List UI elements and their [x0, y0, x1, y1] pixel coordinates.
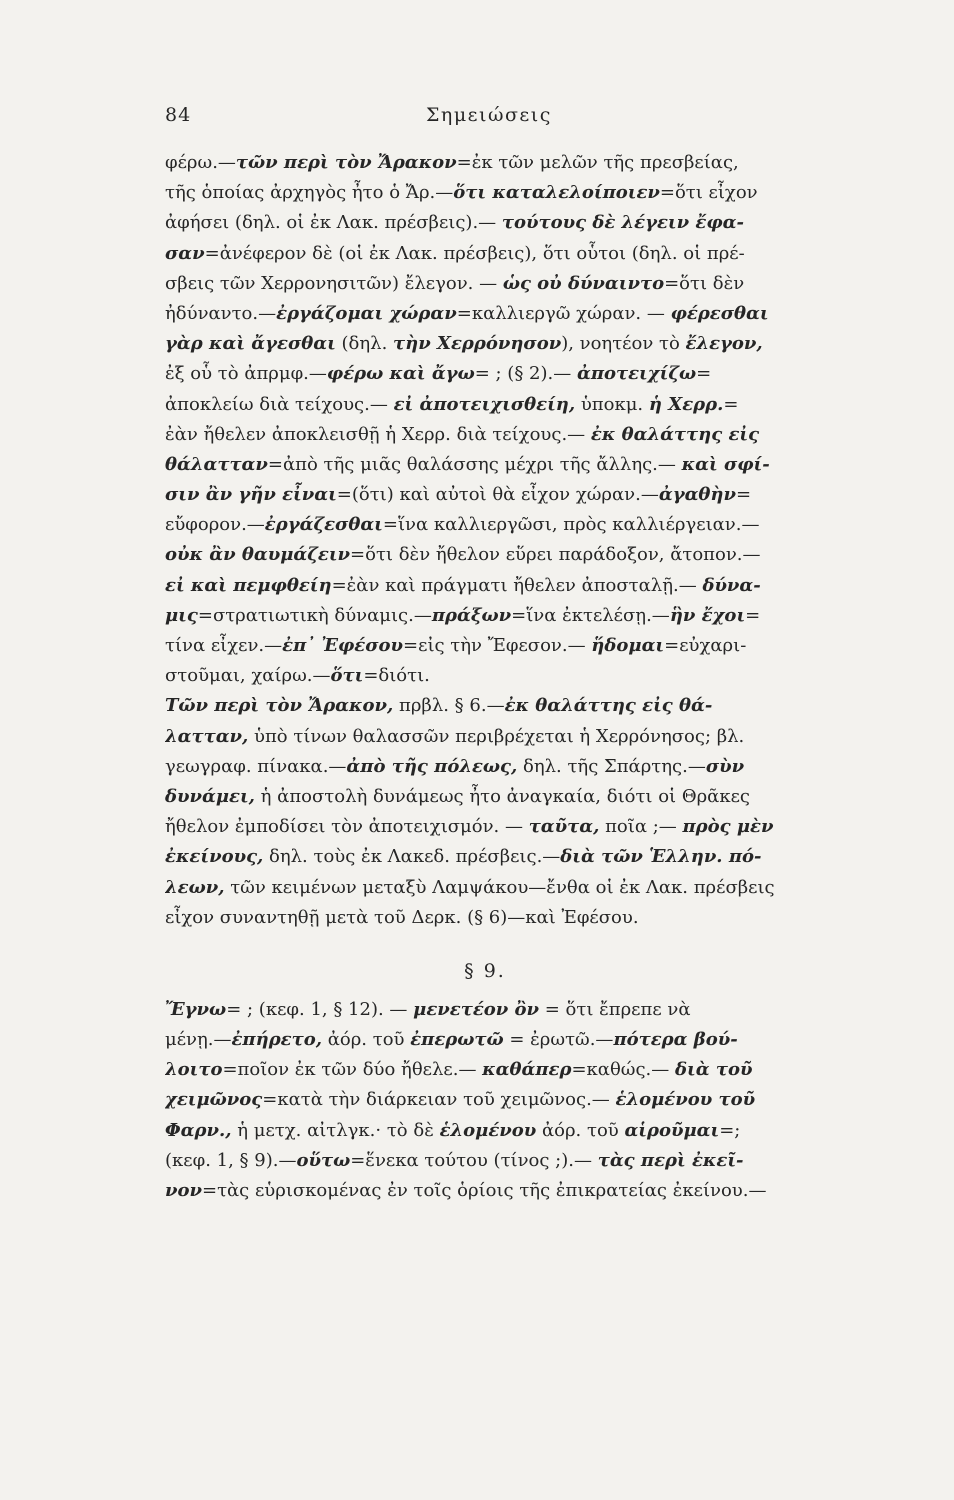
text-line [165, 1176, 805, 1206]
gloss: =καθώς.— [571, 1059, 675, 1081]
gloss: =ἐκ τῶν μελῶν τῆς πρεσβείας, [456, 152, 739, 173]
text-line [165, 1085, 805, 1115]
gloss: δηλ. τῆς Σπάρτης.— [517, 755, 706, 777]
gloss: ὑπὸ τίνων θαλασσῶν περιβρέχεται ἡ Χερρόνησος; βλ. [248, 725, 745, 747]
lemma: ταῦτα, [528, 816, 600, 838]
lemma: σὺν [705, 755, 745, 777]
page-number: 84 [165, 104, 192, 126]
lemma: ἣν ἔχοι [669, 604, 746, 626]
gloss: σβεις τῶν Χερρονησιτῶν) ἔλεγον. — [165, 272, 503, 294]
gloss: ἠδύναντο.— [165, 302, 277, 324]
gloss: τῶν κειμένων μεταξὺ Λαμψάκου—ἔνθα οἱ ἐκ Λακ. πρέσβεις [224, 876, 775, 898]
lemma: τὴν Χερρόνησον [393, 333, 562, 355]
gloss: =ἕνεκα τούτου (τίνος ;).— [350, 1149, 598, 1171]
lemma: ἀποτειχίζω [576, 363, 697, 385]
lemma: δυνάμει, [165, 785, 255, 807]
paragraph-1 [165, 148, 805, 691]
gloss: = [745, 604, 761, 626]
text-line [165, 812, 805, 842]
lemma: ἐπ᾽ Ἐφέσου [282, 635, 404, 656]
text-line [165, 995, 805, 1025]
gloss: =ποῖον ἐκ τῶν δύο ἤθελε.— [222, 1059, 483, 1081]
gloss: γεωγραφ. πίνακα.— [165, 755, 347, 777]
gloss: =εἰς τὴν Ἔφεσον.— [403, 635, 592, 656]
text-line [165, 1116, 805, 1146]
gloss: = [736, 484, 752, 506]
gloss: στοῦμαι, χαίρω.— [165, 665, 331, 687]
text-line [165, 661, 805, 691]
text-line [165, 782, 805, 812]
lemma: ὅτι καταλελοίποιεν [453, 182, 660, 204]
lemma: ἐκ θαλάττης εἰς θά- [504, 695, 713, 717]
lemma: χειμῶνος [165, 1089, 263, 1111]
gloss: = [696, 363, 712, 385]
lemma: λεων, [165, 876, 225, 898]
lemma: φέρεσθαι [670, 302, 769, 324]
gloss: ἐὰν ἤθελεν ἀποκλεισθῇ ἡ Χερρ. διὰ τείχους.— [165, 423, 591, 445]
text-line [165, 510, 805, 540]
gloss: =τὰς εὑρισκομένας ἐν τοῖς ὁρίοις τῆς ἐπικρατείας ἐκείνου.— [201, 1180, 767, 1201]
gloss: =εὐχαρι- [664, 635, 747, 656]
gloss: (δηλ. [335, 333, 394, 355]
gloss: =ὅτι δὲν ἤθελον εὕρει παράδοξον, ἄτοπον.— [350, 544, 761, 566]
page-header [0, 104, 954, 136]
lemma: Ἔγνω [165, 998, 227, 1020]
lemma: ἡ Χερρ. [648, 393, 724, 415]
gloss: ἀόρ. τοῦ [536, 1119, 625, 1141]
text-line [165, 631, 805, 661]
lemma: ὅτι [330, 665, 364, 687]
text-line [165, 480, 805, 510]
lemma: αἱροῦμαι [624, 1119, 720, 1141]
lemma: Τῶν περὶ τὸν Ἄρακον, [165, 695, 394, 717]
paragraph-3 [165, 995, 805, 1206]
lemma: μις [165, 604, 198, 626]
lemma: καθάπερ [482, 1059, 572, 1081]
gloss: =(ὅτι) καὶ αὐτοὶ θὰ εἶχον χώραν.— [336, 484, 659, 506]
gloss: ἡ ἀποστολὴ δυνάμεως ἦτο ἀναγκαία, διότι οἱ Θρᾶκες [254, 785, 750, 807]
gloss: ἐξ οὗ τὸ ἀπρμφ.— [165, 363, 327, 385]
lemma: ἐκ θαλάττης εἰς [590, 423, 760, 445]
text-line [165, 178, 805, 208]
gloss: =ἵνα καλλιεργῶσι, πρὸς καλλιέργειαν.— [382, 514, 760, 536]
gloss: ἡ μετχ. αἰτλγκ.· τὸ δὲ [231, 1119, 440, 1141]
gloss: =ἵνα ἐκτελέσῃ.— [511, 604, 670, 626]
lemma: διὰ τοῦ [675, 1059, 753, 1081]
lemma: ὡς οὐ δύναιντο [502, 272, 665, 294]
lemma: ἀγαθὴν [658, 484, 737, 506]
gloss: ), νοητέον τὸ [561, 333, 686, 355]
gloss: = ὅτι ἔπρεπε νὰ [539, 998, 691, 1020]
lemma: λατταν, [165, 725, 249, 747]
text-line [165, 420, 805, 450]
text-line [165, 239, 805, 269]
lemma: ἔλεγον, [685, 333, 763, 355]
gloss: =ἀπὸ τῆς μιᾶς θαλάσσης μέχρι τῆς ἄλλης.— [267, 453, 682, 475]
running-head: Σημειώσεις [426, 104, 552, 126]
gloss: τῆς ὁποίας ἀρχηγὸς ἦτο ὁ Ἄρ.— [165, 182, 454, 204]
lemma: ἥδομαι [591, 635, 665, 656]
lemma: οὕτω [296, 1149, 351, 1171]
text-line [165, 269, 805, 299]
lemma: γὰρ καὶ ἄγεσθαι [165, 333, 336, 355]
text-line [165, 450, 805, 480]
lemma: εἰ καὶ πεμφθείη [165, 574, 332, 596]
gloss: ἀφήσει (δηλ. οἱ ἐκ Λακ. πρέσβεις).— [165, 212, 502, 234]
gloss: =ἀνέφερον δὲ (οἱ ἐκ Λακ. πρέσβεις), ὅτι οὗτοι (δηλ. οἱ πρέ- [204, 242, 745, 264]
lemma: φέρω καὶ ἄγω [326, 363, 475, 385]
lemma: τῶν περὶ τὸν Ἄρακον [235, 152, 457, 173]
gloss: =στρατιωτικὴ δύναμις.— [197, 604, 432, 626]
text-line [165, 752, 805, 782]
lemma: καὶ σφί- [681, 453, 770, 475]
text-line [165, 329, 805, 359]
gloss: = [723, 393, 739, 415]
gloss: = ἐρωτῶ.— [503, 1029, 614, 1051]
text-line [165, 390, 805, 420]
gloss: =ὅτι εἶχον [659, 182, 758, 204]
text-line [165, 1055, 805, 1085]
lemma: Φαρν., [165, 1119, 232, 1141]
lemma: ἑλομένου [439, 1119, 537, 1141]
lemma: εἰ ἀποτειχισθείη, [393, 393, 576, 415]
gloss: =ὅτι δὲν [664, 272, 745, 294]
text-line [165, 903, 805, 933]
gloss: =καλλιεργῶ χώραν. — [456, 302, 671, 324]
lemma: σαν [165, 242, 205, 264]
lemma: ἐργάζεσθαι [264, 514, 383, 536]
text-line [165, 1025, 805, 1055]
text-line [165, 691, 805, 721]
gloss: =; [719, 1119, 741, 1141]
commentary-text [165, 148, 805, 1206]
lemma: πρὸς μὲν [682, 816, 774, 838]
gloss: = ; (§ 2).— [474, 363, 577, 385]
section-heading: § 9. [464, 959, 506, 982]
lemma: ἑλομένου τοῦ [615, 1089, 756, 1111]
text-line [165, 299, 805, 329]
lemma: ἐπήρετο, [231, 1029, 322, 1051]
lemma: ἐργάζομαι χώραν [276, 302, 457, 324]
lemma: δύνα- [702, 574, 761, 596]
text-line [165, 842, 805, 872]
lemma: θάλατταν [165, 453, 268, 475]
gloss: μένῃ.— [165, 1029, 232, 1051]
text-line [165, 148, 805, 178]
text-line [165, 540, 805, 570]
gloss: φέρω.— [165, 152, 236, 173]
gloss: ποῖα ;— [599, 816, 683, 838]
gloss: =κατὰ τὴν διάρκειαν τοῦ χειμῶνος.— [262, 1089, 616, 1111]
lemma: τούτους δὲ λέγειν ἔφα- [501, 212, 744, 234]
gloss: δηλ. τοὺς ἐκ Λακεδ. πρέσβεις.— [263, 846, 561, 868]
text-line [165, 873, 805, 903]
gloss: ὑποκμ. [575, 393, 649, 415]
text-line [165, 571, 805, 601]
gloss: πρβλ. § 6.— [393, 695, 505, 717]
lemma: νον [165, 1180, 202, 1201]
lemma: ἐπερωτῶ [410, 1029, 504, 1051]
lemma: οὐκ ἂν θαυμάζειν [165, 544, 351, 566]
lemma: λοιτο [165, 1059, 223, 1081]
lemma: διὰ τῶν Ἑλλην. πό- [560, 846, 762, 868]
gloss: εἶχον συναντηθῇ μετὰ τοῦ Δερκ. (§ 6)—καὶ Ἐφέσου. [165, 906, 639, 928]
gloss: τίνα εἶχεν.— [165, 635, 283, 656]
gloss: =ἐὰν καὶ πράγματι ἤθελεν ἀποσταλῇ.— [331, 574, 703, 596]
gloss: =διότι. [363, 665, 430, 687]
gloss: (κεφ. 1, § 9).— [165, 1149, 297, 1171]
lemma: πότερα βού- [613, 1029, 738, 1051]
gloss: ἀόρ. τοῦ [322, 1029, 411, 1051]
lemma: σιν ἂν γῆν εἶναι [165, 484, 337, 506]
lemma: ἐκείνους, [165, 846, 264, 868]
lemma: μενετέον ὂν [413, 998, 540, 1020]
paragraph-2 [165, 691, 805, 933]
text-line [165, 601, 805, 631]
text-line [165, 208, 805, 238]
gloss: εὔφορον.— [165, 514, 265, 536]
lemma: τὰς περὶ ἐκεῖ- [597, 1149, 744, 1171]
gloss: ἀποκλείω διὰ τείχους.— [165, 393, 394, 415]
text-line [165, 722, 805, 752]
lemma: ἀπὸ τῆς πόλεως, [346, 755, 518, 777]
lemma: πράξων [431, 604, 512, 626]
text-line [165, 1146, 805, 1176]
text-line [165, 359, 805, 389]
gloss: ἤθελον ἐμποδίσει τὸν ἀποτειχισμόν. — [165, 816, 529, 838]
gloss: = ; (κεφ. 1, § 12). — [226, 998, 414, 1020]
